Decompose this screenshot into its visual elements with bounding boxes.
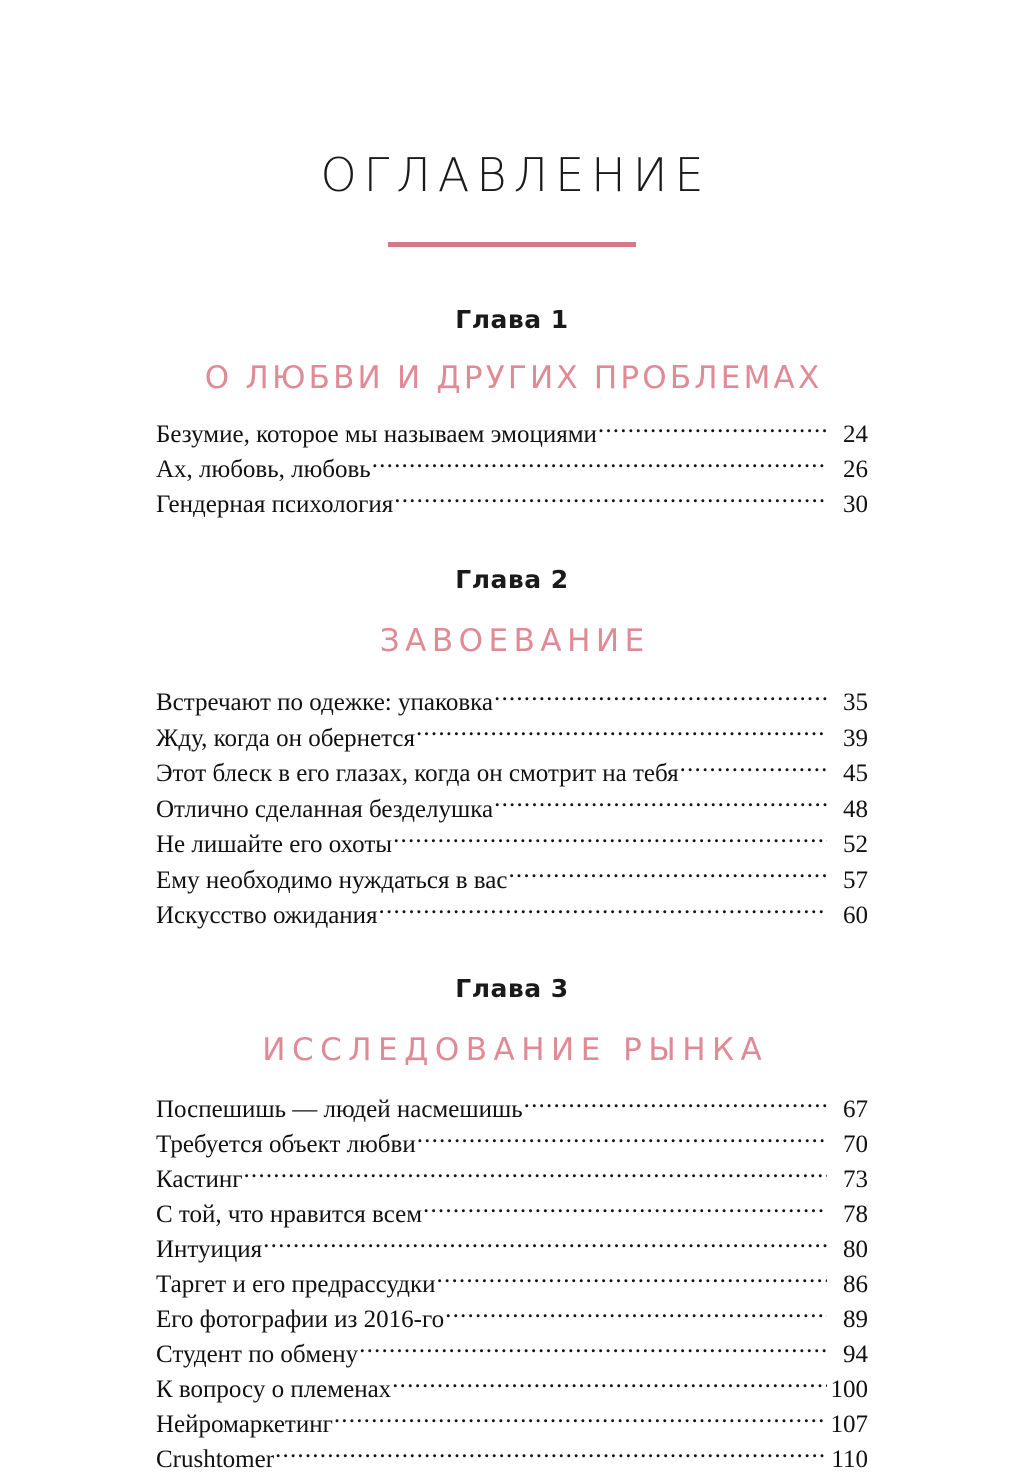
toc-entry[interactable] (156, 1337, 868, 1372)
dot-leader (275, 1442, 827, 1467)
dot-leader (445, 1302, 827, 1327)
dot-leader (334, 1407, 827, 1432)
chapter-section-2 (156, 522, 868, 934)
entry-title: Crushtomer (156, 1445, 275, 1473)
entry-page-number: 48 (843, 795, 868, 823)
toc-entry[interactable] (156, 417, 868, 452)
dot-leader (393, 827, 827, 852)
entry-title: Его фотографии из 2016-го (156, 1305, 445, 1333)
entry-page-number: 26 (843, 456, 868, 483)
toc-entry[interactable] (156, 756, 868, 792)
toc-entry[interactable] (156, 792, 868, 828)
entry-title: Этот блеск в его глазах, когда он смотрит на тебя (156, 760, 679, 787)
entry-page-number: 78 (843, 1200, 868, 1228)
chapter-label-3: Глава 3 (455, 973, 569, 1003)
dot-leader (243, 1162, 827, 1187)
entry-page-number: 67 (843, 1095, 868, 1123)
dot-leader (598, 417, 827, 442)
entry-page-number: 45 (843, 760, 868, 787)
dot-leader (680, 756, 827, 781)
entry-list-2 (156, 685, 868, 934)
dot-leader (394, 487, 827, 512)
chapter-label-2: Глава 2 (455, 565, 569, 594)
dot-leader (392, 1372, 827, 1397)
entry-page-number: 94 (843, 1340, 868, 1368)
entry-title: Жду, когда он обернется (156, 724, 415, 752)
entry-page-number: 52 (843, 831, 868, 858)
entry-list-1 (156, 417, 868, 522)
toc-entry[interactable] (156, 1372, 868, 1407)
entry-title: Искусство ожидания (156, 902, 378, 929)
entry-page-number: 107 (830, 1410, 868, 1438)
chapter-title-1: О ЛЮБВИ И ДРУГИХ ПРОБЛЕМАХ (204, 360, 823, 396)
toc-entry[interactable] (156, 1267, 868, 1302)
entry-title: Студент по обмену (156, 1340, 359, 1368)
dot-leader (524, 1092, 827, 1117)
dot-leader (416, 721, 827, 746)
entry-title: Интуиция (156, 1235, 263, 1263)
entry-title: К вопросу о племенах (156, 1375, 392, 1403)
entry-list-3 (156, 1092, 868, 1477)
toc-entry[interactable] (156, 487, 868, 522)
entry-page-number: 39 (843, 724, 868, 752)
entry-title: Не лишайте его охоты (156, 831, 393, 858)
entry-page-number: 70 (843, 1130, 868, 1158)
entry-title: Встречают по одежке: упаковка (156, 689, 493, 716)
dot-leader (263, 1232, 827, 1257)
entry-page-number: 86 (843, 1270, 868, 1298)
entry-page-number: 110 (831, 1445, 868, 1473)
toc-entry[interactable] (156, 863, 868, 899)
entry-page-number: 73 (843, 1165, 868, 1193)
toc-entry[interactable] (156, 721, 868, 757)
dot-leader (372, 452, 827, 477)
entry-title: Ему необходимо нуждаться в вас (156, 866, 508, 894)
entry-page-number: 57 (843, 866, 868, 894)
toc-entry[interactable] (156, 1162, 868, 1197)
toc-entry[interactable] (156, 685, 868, 721)
entry-title: Ах, любовь, любовь (156, 456, 371, 483)
chapter-label-1: Глава 1 (455, 305, 569, 334)
toc-entry[interactable] (156, 452, 868, 487)
dot-leader (417, 1127, 827, 1152)
chapter-title-2: ЗАВОЕВАНИЕ (379, 623, 650, 659)
toc-entry[interactable] (156, 1127, 868, 1162)
dot-leader (508, 863, 827, 888)
entry-page-number: 89 (843, 1305, 868, 1333)
toc-entry[interactable] (156, 1407, 868, 1442)
dot-leader (437, 1267, 827, 1292)
toc-entry[interactable] (156, 1302, 868, 1337)
entry-title: Безумие, которое мы называем эмоциями (156, 421, 597, 448)
entry-title: Гендерная психология (156, 491, 394, 518)
entry-page-number: 24 (843, 421, 868, 448)
entry-title: Таргет и его предрассудки (156, 1270, 436, 1298)
toc-entry[interactable] (156, 1092, 868, 1127)
toc-entry[interactable] (156, 1197, 868, 1232)
entry-title: Кастинг (156, 1165, 243, 1193)
entry-page-number: 35 (843, 689, 868, 716)
dot-leader (494, 685, 827, 710)
entry-title: Требуется объект любви (156, 1130, 416, 1158)
entry-title: Поспешишь — людей насмешишь (156, 1095, 523, 1123)
entry-page-number: 30 (843, 491, 868, 518)
chapter-section-3 (156, 934, 868, 1477)
dot-leader (359, 1337, 827, 1362)
page-title: ОГЛАВЛЕНИЕ (320, 148, 711, 202)
dot-leader (494, 792, 827, 817)
entry-page-number: 100 (830, 1375, 868, 1403)
toc-entry[interactable] (156, 827, 868, 863)
toc-entry[interactable] (156, 1232, 868, 1267)
entry-title: Нейромаркетинг (156, 1410, 333, 1438)
dot-leader (379, 898, 827, 923)
chapter-section-1 (156, 247, 868, 522)
dot-leader (423, 1197, 827, 1222)
chapter-title-3: ИССЛЕДОВАНИЕ РЫНКА (262, 1031, 769, 1068)
entry-page-number: 60 (843, 902, 868, 929)
toc-entry[interactable] (156, 898, 868, 934)
entry-title: Отлично сделанная безделушка (156, 795, 494, 823)
entry-page-number: 80 (843, 1235, 868, 1263)
entry-title: С той, что нравится всем (156, 1200, 423, 1228)
toc-entry[interactable] (156, 1442, 868, 1477)
